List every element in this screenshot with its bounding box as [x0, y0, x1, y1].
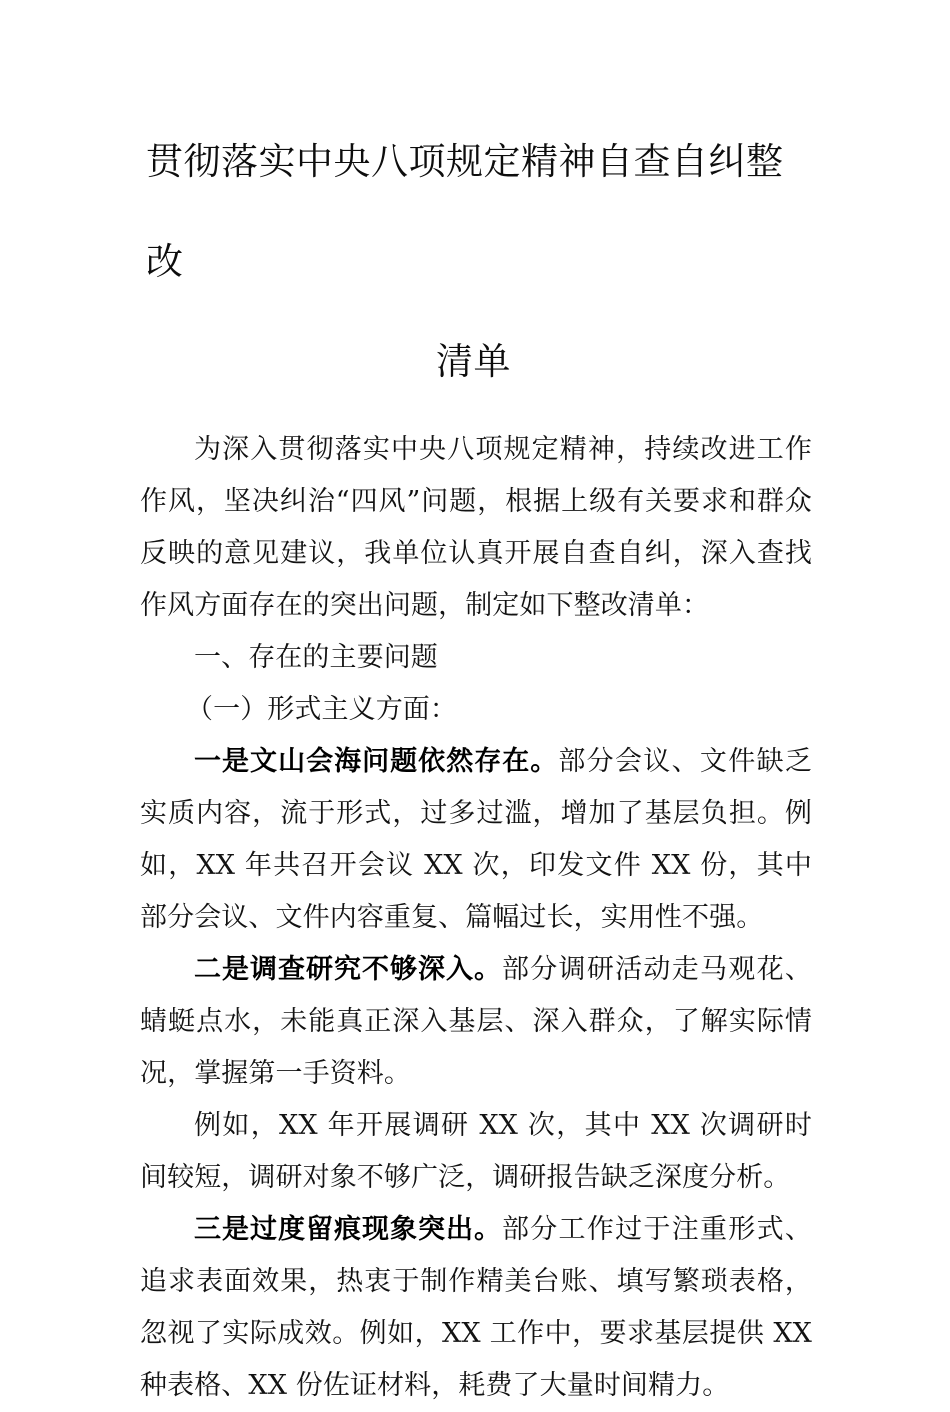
intro-paragraph: 为深入贯彻落实中央八项规定精神，持续改进工作作风，坚决纠治“四风”问题，根据上级有关要求和群众反映的意见建议，我单位认真开展自查自纠，深入查找作风方面存在的突出问题，制定如下整改清单： [140, 434, 812, 621]
document-content [140, 0, 812, 1412]
document-title-line-2: 清单 [436, 340, 511, 383]
problem-item-1-text: 部分会议、文件缺乏实质内容，流于形式，过多过滥，增加了基层负担。例如，XX 年共召开会议 XX 次，印发文件 XX 份，其中部分会议、文件内容重复、篇幅过长，实用性不强。 [140, 746, 812, 933]
document-body [140, 424, 812, 1412]
problem-item-1 [140, 736, 812, 944]
section-heading-existing-problems: 一、存在的主要问题 [194, 642, 438, 673]
problem-item-3-lead: 三是过度留痕现象突出。 [194, 1214, 502, 1245]
problem-item-2-lead: 二是调查研究不够深入。 [194, 954, 502, 985]
problem-item-1-lead: 一是文山会海问题依然存在。 [194, 746, 559, 777]
problem-item-3 [140, 1204, 812, 1412]
problem-item-2-text: 部分调研活动走马观花、蜻蜓点水，未能真正深入基层、深入群众，了解实际情况，掌握第一手资料。 [140, 954, 812, 1089]
problem-item-2 [140, 944, 812, 1100]
document-title [140, 0, 812, 412]
document-title-line-1: 贯彻落实中央八项规定精神自查自纠整改 [146, 140, 784, 283]
problem-item-2-example [140, 1100, 812, 1204]
subsection-heading-formalism: （一）形式主义方面： [186, 694, 457, 725]
problem-item-3-text: 部分工作过于注重形式、追求表面效果，热衷于制作精美台账、填写繁琐表格，忽视了实际成效。例如，XX 工作中，要求基层提供 XX 种表格、XX 份佐证材料，耗费了大量时间精力。 [140, 1214, 812, 1401]
problem-item-2-example-text: 例如，XX 年开展调研 XX 次，其中 XX 次调研时间较短，调研对象不够广泛，调研报告缺乏深度分析。 [140, 1110, 812, 1193]
